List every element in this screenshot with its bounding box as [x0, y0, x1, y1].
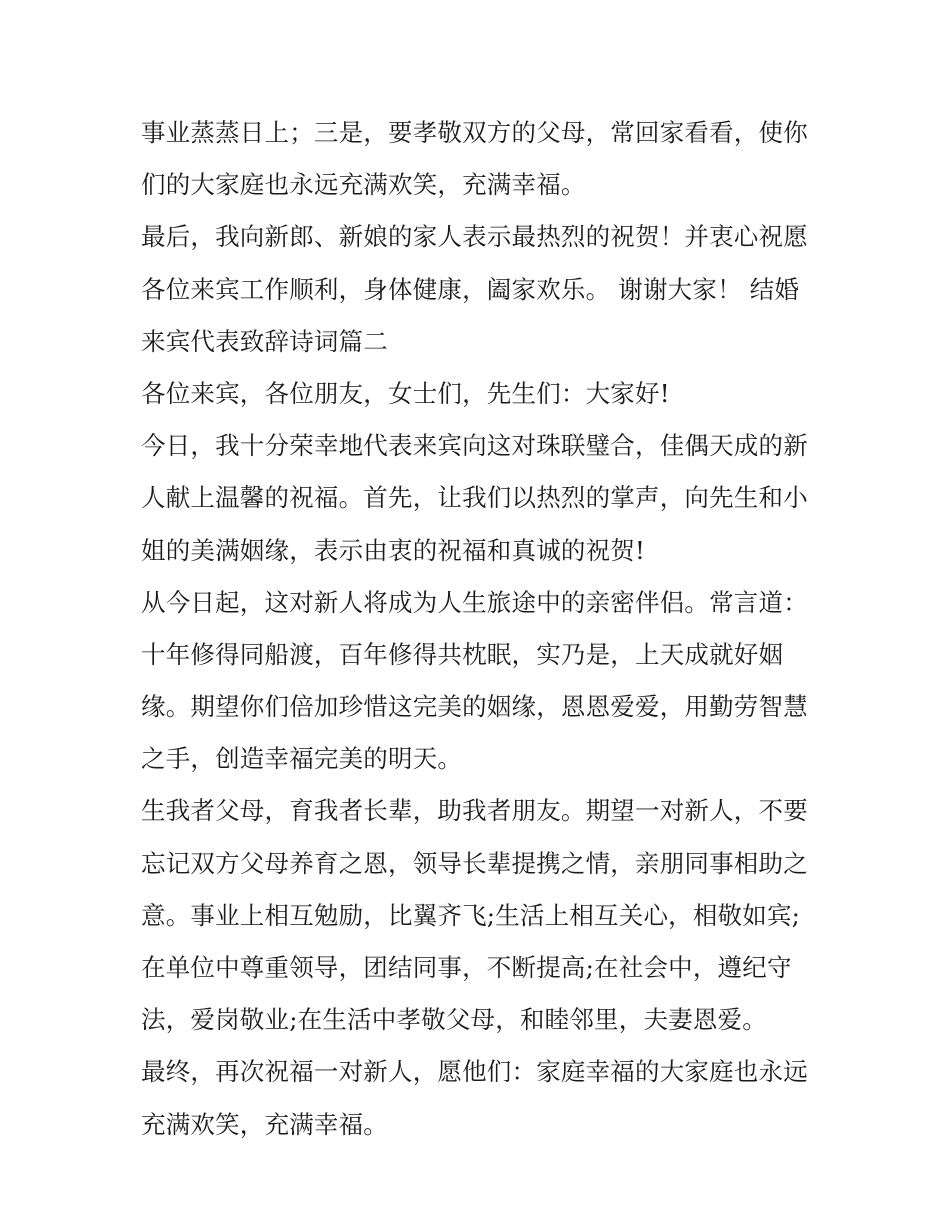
text-line: 事业蒸蒸日上；三是，要孝敬双方的父母，常回家看看，使你 — [141, 118, 808, 147]
text-line: 忘记双方父母养育之恩，领导长辈提携之情，亲朋同事相助之 — [141, 848, 808, 878]
text-line: 最终，再次祝福一对新人，愿他们：家庭幸福的大家庭也永远 — [141, 1057, 808, 1087]
text-line: 意。事业上相互勉励，比翼齐飞;生活上相互关心，相敬如宾; — [141, 900, 801, 930]
text-line: 姐的美满姻缘，表示由衷的祝福和真诚的祝贺! — [141, 535, 646, 565]
text-line: 生我者父母，育我者长辈，助我者朋友。期望一对新人，不要 — [141, 796, 808, 826]
text-line: 人献上温馨的祝福。首先，让我们以热烈的掌声，向先生和小 — [141, 483, 808, 513]
text-line: 缘。期望你们倍加珍惜这完美的姻缘，恩恩爱爱，用勤劳智慧 — [141, 692, 808, 722]
section-heading: 来宾代表致辞诗词篇二 — [141, 326, 388, 356]
text-line: 最后，我向新郎、新娘的家人表示最热烈的祝贺！并衷心祝愿 — [141, 222, 808, 252]
text-line: 十年修得同船渡，百年修得共枕眠，实乃是，上天成就好姻 — [141, 639, 784, 669]
text-line: 之手，创造幸福完美的明天。 — [141, 744, 463, 774]
text-line: 们的大家庭也永远充满欢笑，充满幸福。 — [141, 170, 586, 200]
text-line: 各位来宾工作顺利，身体健康，阖家欢乐。 谢谢大家！ 结婚 — [141, 274, 800, 304]
text-line: 法，爱岗敬业;在生活中孝敬父母，和睦邻里，夫妻恩爱。 — [141, 1005, 767, 1035]
text-line: 从今日起，这对新人将成为人生旅途中的亲密伴侣。常言道： — [141, 587, 808, 617]
text-line: 充满欢笑，充满幸福。 — [141, 1109, 388, 1139]
text-line: 今日，我十分荣幸地代表来宾向这对珠联璧合，佳偶天成的新 — [141, 431, 808, 461]
text-line: 各位来宾，各位朋友，女士们，先生们：大家好! — [141, 378, 670, 408]
text-line: 在单位中尊重领导，团结同事，不断提高;在社会中，遵纪守 — [141, 953, 792, 982]
document-body — [141, 107, 821, 1151]
